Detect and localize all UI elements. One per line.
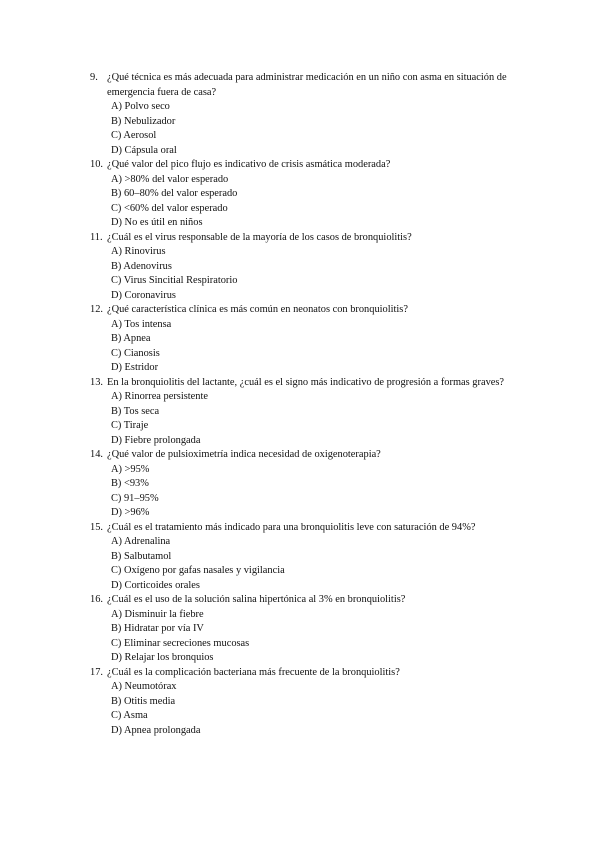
option-list [107,608,520,666]
question-item [90,376,520,449]
answer-option: C) Eliminar secreciones mucosas [111,637,250,649]
question-item [90,666,520,739]
question-text: En la bronquiolitis del lactante, ¿cuál es el signo más indicativo de progresión a formas graves? [107,376,505,388]
answer-option: B) Nebulizador [111,115,176,127]
answer-option: A) Rinovirus [111,246,166,257]
question-number: 9. [90,72,98,83]
question-list [90,71,520,738]
question-number: 15. [90,521,103,533]
option-list [107,318,520,376]
answer-option: D) Relajar los bronquios [111,652,214,663]
question-number: 11. [90,231,103,243]
answer-option: B) Otitis media [111,695,176,707]
answer-option: D) Corticoides orales [111,579,200,591]
question-number: 16. [90,594,103,605]
answer-option: A) Tos intensa [111,318,172,330]
answer-option: D) >96% [111,507,150,518]
answer-option: C) Cianosis [111,347,160,359]
question-text: ¿Cuál es el tratamiento más indicado para una bronquiolitis leve con saturación de 94%? [107,521,476,533]
answer-option: A) >80% del valor esperado [111,173,229,185]
answer-option: D) Estridor [111,362,159,373]
answer-option: B) <93% [111,478,149,489]
answer-option: A) Polvo seco [111,101,170,112]
answer-option: A) Disminuir la fiebre [111,608,204,620]
option-list [107,245,520,303]
answer-option: B) Apnea [111,333,151,344]
question-item [90,521,520,594]
question-item [90,71,520,158]
question-text: ¿Qué valor del pico flujo es indicativo de crisis asmática moderada? [107,159,391,170]
option-list [107,535,520,593]
answer-option: D) Fiebre prolongada [111,434,201,446]
answer-option: D) Apnea prolongada [111,724,201,736]
answer-option: C) Asma [111,710,148,721]
answer-option: D) No es útil en niños [111,217,203,228]
option-list [107,463,520,521]
answer-option: A) Rinorrea persistente [111,391,208,402]
answer-option: C) Tiraje [111,420,149,431]
answer-option: C) Oxígeno por gafas nasales y vigilancia [111,565,285,576]
answer-option: B) Salbutamol [111,550,172,562]
question-number: 10. [90,159,103,170]
question-number: 12. [90,304,103,315]
question-text: ¿Cuál es la complicación bacteriana más frecuente de la bronquiolitis? [107,666,400,678]
answer-option: B) Hidratar por vía IV [111,623,204,634]
question-item [90,231,520,304]
answer-option: C) Aerosol [111,130,157,141]
question-number: 17. [90,666,103,678]
answer-option: C) <60% del valor esperado [111,202,228,214]
question-item [90,303,520,376]
question-text: ¿Cuál es el uso de la solución salina hipertónica al 3% en bronquiolitis? [107,594,406,605]
answer-option: C) 91–95% [111,492,159,504]
option-list [107,680,520,738]
answer-option: B) Tos seca [111,405,160,417]
question-item [90,448,520,521]
answer-option: B) 60–80% del valor esperado [111,188,238,199]
question-item [90,158,520,231]
option-list [107,390,520,448]
answer-option: D) Coronavirus [111,289,176,301]
question-text: ¿Qué técnica es más adecuada para administrar medicación en un niño con asma en situación de emergencia fuera de casa? [107,72,507,98]
option-list [107,173,520,231]
question-number: 14. [90,449,103,460]
question-number: 13. [90,376,103,388]
answer-option: B) Adenovirus [111,260,172,272]
answer-option: A) Adrenalina [111,536,171,547]
question-text: ¿Qué característica clínica es más común en neonatos con bronquiolitis? [107,304,408,315]
answer-option: D) Cápsula oral [111,144,177,156]
option-list [107,100,520,158]
question-text: ¿Cuál es el virus responsable de la mayoría de los casos de bronquiolitis? [107,231,412,243]
answer-option: A) Neumotórax [111,681,177,692]
answer-option: A) >95% [111,463,150,475]
answer-option: C) Virus Sincitial Respiratorio [111,275,238,286]
question-text: ¿Qué valor de pulsioximetría indica necesidad de oxigenoterapia? [107,449,381,460]
question-item [90,593,520,666]
